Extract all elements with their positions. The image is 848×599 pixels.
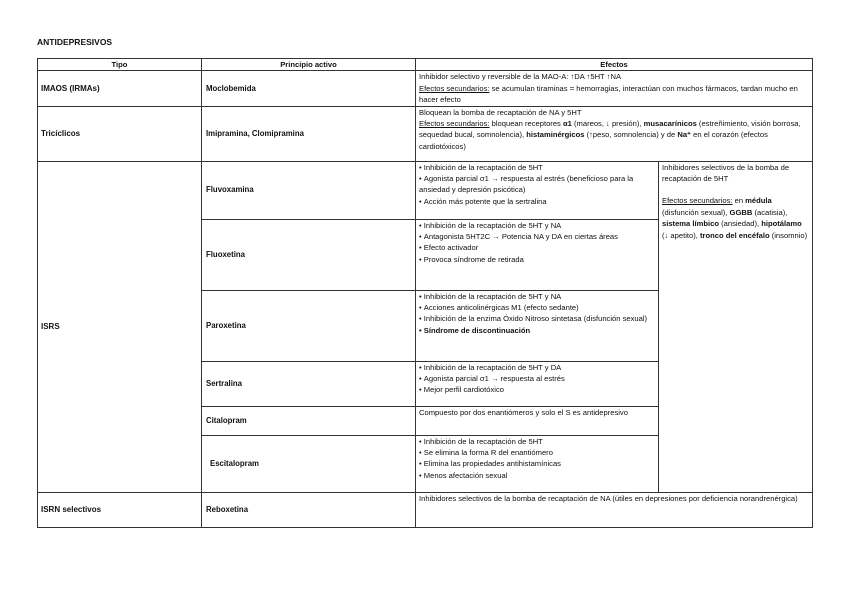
antidepresivos-table	[37, 58, 813, 528]
principio-citalopram: Citalopram	[202, 406, 416, 435]
efectos-bold: GGBB	[729, 207, 753, 217]
efectos-bold: Na⁺	[677, 130, 692, 140]
efectos-escitalopram	[416, 435, 659, 492]
efectos-triciclicos	[416, 106, 813, 161]
efectos-imaos-text: se acumulan tiraminas = hemorragias, interactúan con muchos fármacos, tardan mucho en hacer efecto	[419, 83, 798, 105]
efectos-bold: hipotálamo	[761, 219, 802, 229]
efectos-imaos-line1: Inhibidor selectivo y reversible de la MAO-A: ↑DA ↑5HT ↑NA	[419, 72, 622, 82]
header-principio: Principio activo	[202, 59, 416, 71]
list-item: • Provoca síndrome de retirada	[419, 254, 655, 265]
efectos-text: (acatisia),	[752, 207, 788, 217]
efectos-bold: α1	[562, 119, 572, 129]
list-item: • Agonista parcial σ1 → respuesta al estrés (beneficioso para la ansiedad y depresión psicótica)	[419, 173, 655, 196]
efectos-isrs-generales	[659, 161, 813, 492]
efectos-bold: histaminérgicos	[526, 130, 585, 140]
efectos-text: (disfunción sexual),	[662, 207, 730, 217]
tipo-isrn: ISRN selectivos	[38, 492, 202, 527]
isrs-side-line1: Inhibidores selectivos de la bomba de recaptación de 5HT	[662, 162, 790, 184]
header-efectos: Efectos	[416, 59, 813, 71]
list-item: • Antagonista 5HT2C → Potencia NA y DA en ciertas áreas	[419, 231, 655, 242]
principio-escitalopram: Escitalopram	[202, 435, 416, 492]
list-item: • Se elimina la forma R del enantiómero	[419, 447, 655, 458]
list-item: • Acción más potente que la sertralina	[419, 196, 655, 207]
table-row-triciclicos	[38, 106, 813, 161]
efectos-citalopram: Compuesto por dos enantiómeros y solo el S es antidepresivo	[416, 406, 659, 435]
list-item: • Inhibición de la recaptación de 5HT	[419, 162, 655, 173]
efectos-text: (insomnio)	[769, 230, 808, 240]
efectos-secundarios-label: Efectos secundarios:	[662, 196, 733, 206]
efectos-text: (estreñimiento, visión borrosa, sequedad bucal, somnolencia),	[419, 119, 801, 140]
efectos-imaos	[416, 71, 813, 106]
efectos-text: en	[732, 196, 746, 206]
list-item: • Inhibición de la recaptación de 5HT y NA	[419, 291, 655, 302]
efectos-text: (↑peso, somnolencia) y de	[584, 130, 678, 140]
efectos-bold: médula	[745, 196, 772, 206]
efectos-secundarios-label: Efectos secundarios:	[419, 119, 490, 129]
principio-moclobemida: Moclobemida	[202, 71, 416, 106]
list-item: • Menos afectación sexual	[419, 470, 655, 481]
efectos-fluvoxamina	[416, 161, 659, 219]
list-item: • Mejor perfil cardiotóxico	[419, 384, 655, 395]
efectos-paroxetina	[416, 290, 659, 361]
tipo-isrs: ISRS	[38, 161, 202, 492]
header-tipo: Tipo	[38, 59, 202, 71]
table-row-isrn	[38, 492, 813, 527]
principio-fluvoxamina: Fluvoxamina	[202, 161, 416, 219]
efectos-secundarios-label: Efectos secundarios:	[419, 83, 490, 93]
list-item: • Inhibición de la enzima Óxido Nitroso sintetasa (disfunción sexual)	[419, 313, 655, 324]
tipo-imaos: IMAOS (IRMAs)	[38, 71, 202, 106]
header-row	[38, 59, 813, 71]
principio-imipramina: Imipramina, Clomipramina	[202, 106, 416, 161]
list-item: • Inhibición de la recaptación de 5HT	[419, 436, 655, 447]
principio-fluoxetina: Fluoxetina	[202, 219, 416, 290]
efectos-bold: sistema límbico	[662, 219, 719, 229]
efectos-fluoxetina	[416, 219, 659, 290]
efectos-text: (ansiedad),	[718, 219, 762, 229]
efectos-bold: musacarínicos	[643, 119, 697, 129]
efectos-text: en el corazón (efectos cardiotóxicos)	[419, 130, 768, 151]
efectos-isrn: Inhibidores selectivos de la bomba de recaptación de NA (útiles en depresiones por deficiencia norandrenérgica)	[416, 492, 813, 527]
list-item: • Inhibición de la recaptación de 5HT y NA	[419, 220, 655, 231]
document-title: ANTIDEPRESIVOS	[37, 37, 113, 47]
list-item: • Inhibición de la recaptación de 5HT y DA	[419, 362, 655, 373]
efectos-sertralina	[416, 361, 659, 406]
list-item: • Elimina las propiedades antihistamínicas	[419, 458, 655, 469]
efectos-text: (↓ apetito),	[662, 230, 700, 240]
tipo-triciclicos: Tricíclicos	[38, 106, 202, 161]
table-row-imaos	[38, 71, 813, 106]
efectos-text: (mareos, ↓ presión),	[571, 119, 644, 129]
principio-sertralina: Sertralina	[202, 361, 416, 406]
list-item: • Agonista parcial σ1 → respuesta al estrés	[419, 373, 655, 384]
list-item: • Síndrome de discontinuación	[419, 325, 655, 336]
principio-paroxetina: Paroxetina	[202, 290, 416, 361]
principio-reboxetina: Reboxetina	[202, 492, 416, 527]
list-item: • Acciones anticolinérgicas M1 (efecto sedante)	[419, 302, 655, 313]
efectos-text: bloquean receptores	[489, 119, 563, 129]
efectos-bold: tronco del encéfalo	[699, 230, 770, 240]
efectos-triciclicos-line1: Bloquean la bomba de recaptación de NA y 5HT	[419, 107, 582, 117]
list-item: • Efecto activador	[419, 242, 655, 253]
table-row-fluvoxamina	[38, 161, 813, 219]
